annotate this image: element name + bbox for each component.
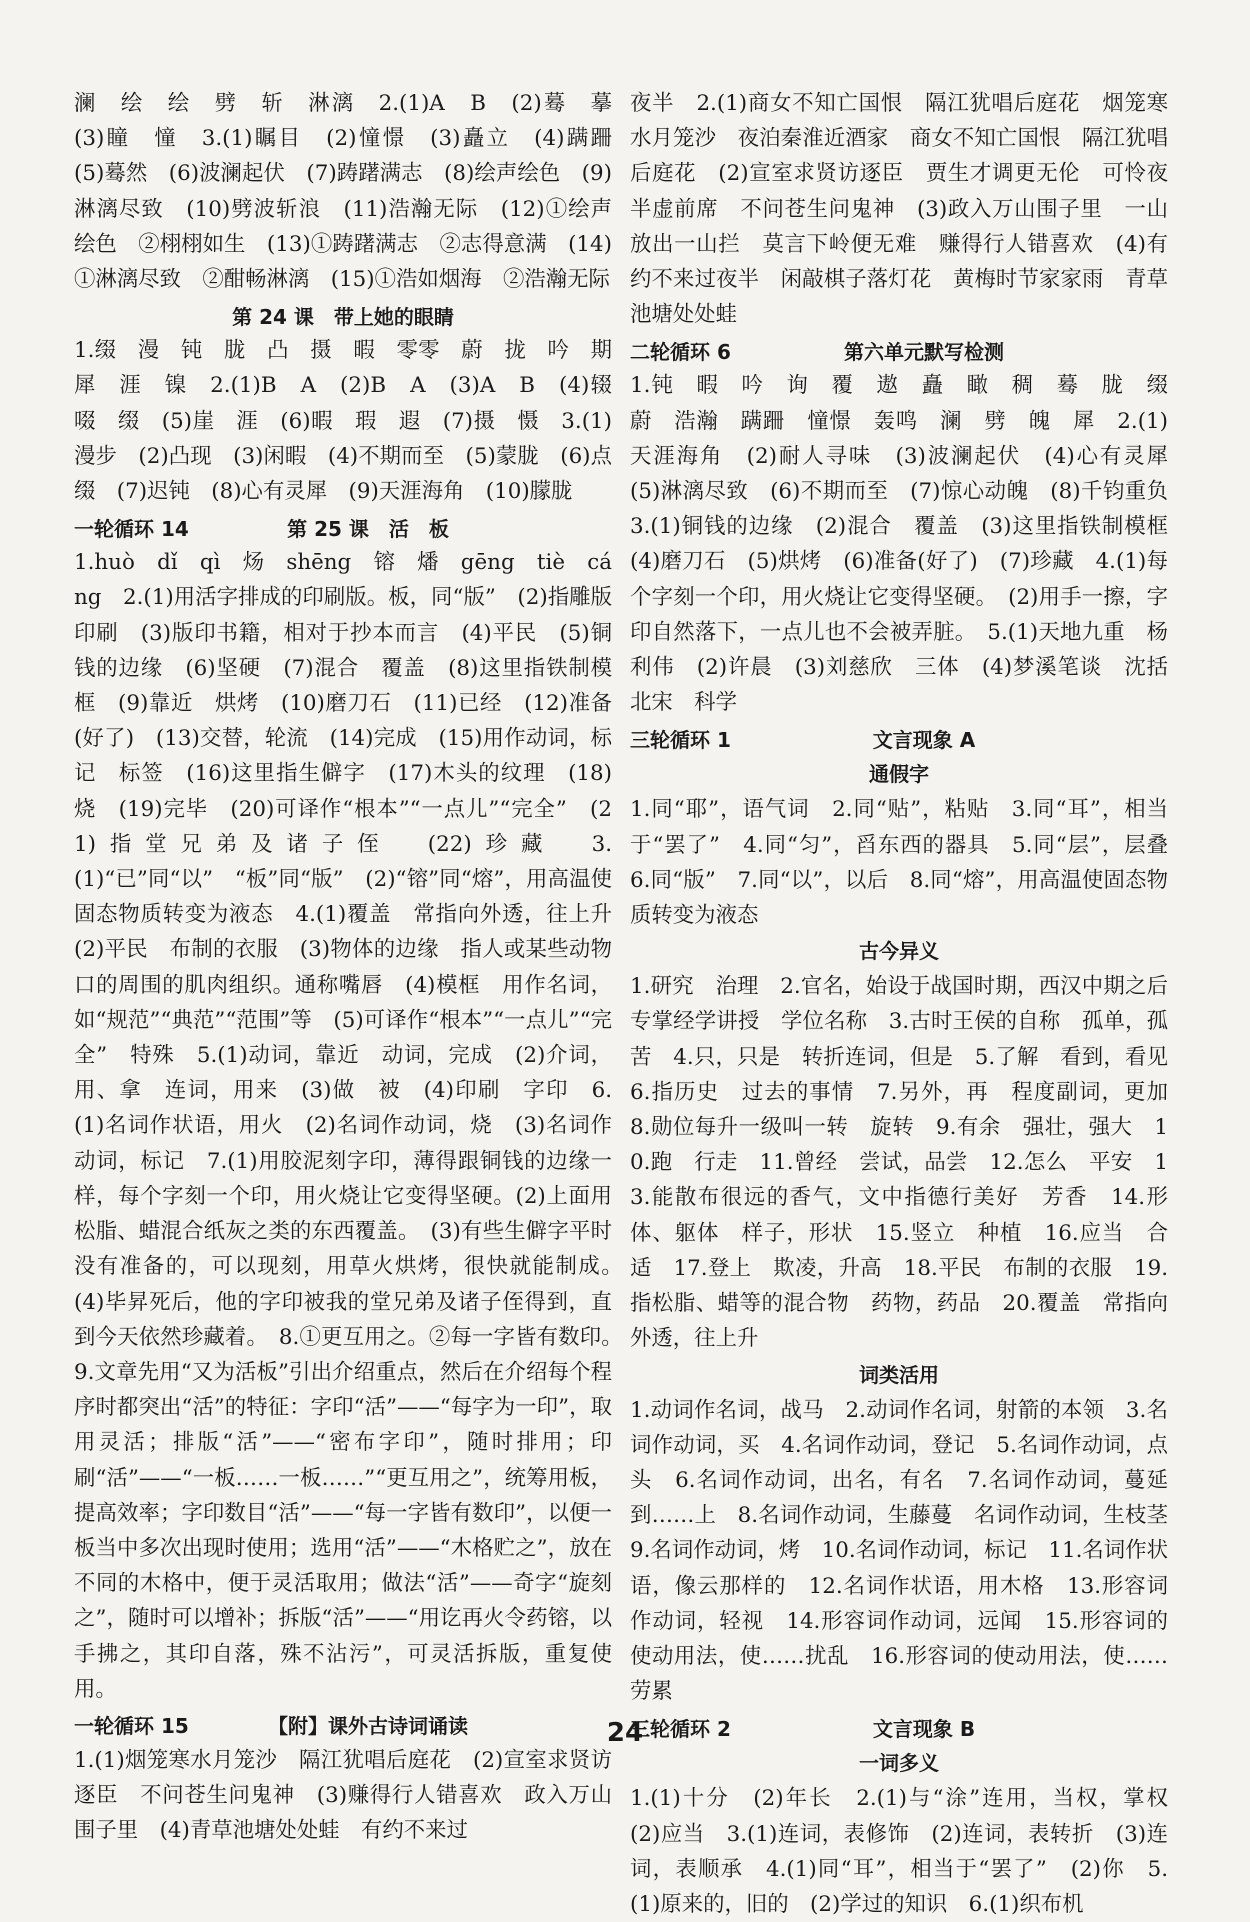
section-header-classical-a xyxy=(630,720,1168,756)
unit6-cycle-label: 二轮循环 6 xyxy=(630,339,731,364)
subheading-cilei-huoyong: 词类活用 xyxy=(859,1362,939,1387)
extra-poems-title: 【附】课外古诗词诵读 xyxy=(268,1714,468,1739)
classical-a-cycle-label: 三轮循环 1 xyxy=(630,727,731,752)
answers-extra-poems: 1.(1)烟笼寒水月笼沙 隔江犹唱后庭花 (2)宣室求贤访逐臣 不问苍生问鬼神 (3)赚得行人错喜欢 政入万山围子里 (4)青草池塘处处蛙 有约不来过 xyxy=(74,1747,612,1844)
classical-b-title: 文言现象 B xyxy=(872,1716,976,1741)
extra-poems-cycle-label: 一轮循环 15 xyxy=(74,1714,189,1739)
page-number: 24 xyxy=(606,1718,644,1748)
section-header-lesson25 xyxy=(74,509,612,545)
answers-gujin-yiyi: 1.研究 治理 2.官名，始设于战国时期，西汉中期之后专掌经学讲授 学位名称 3.古时王侯的自称 孤单，孤苦 4.只，只是 转折连词，但是 5.了解 看到，看见 6.指历史 过去的事情 7.另外，再 程度副词，更加 8.勋位每升一级叫一转 旋转 9.有余 强壮，强大 10.跑 行走 11.曾经 尝试，品尝 12.怎么 平安 13.能散布很远的香气，文中指德行美好 芳香 14.形体、躯体 样子，形状 15.竖立 种植 16.应当 合适 17.登上 欺凌，升高 18.平民 布制的衣服 19.指松脂、蜡等的混合物 药物，药品 20.覆盖 常指向外透，往上升 xyxy=(630,974,1190,1352)
right-column xyxy=(630,86,1190,1917)
answers-tongjiazi: 1.同“耶”，语气词 2.同“贴”，粘贴 3.同“耳”，相当于“罢了” 4.同“匀”，舀东西的器具 5.同“层”，层叠 6.同“版” 7.同“以”，以后 8.同“熔”，用高温使固态物质转变为液态 xyxy=(630,797,1190,929)
subheading-yici-duoyi: 一词多义 xyxy=(859,1751,939,1776)
answers-lesson25: 1.huò dǐ qì 炀 shēng 镕 燔 gēng tiè cáng 2.(1)用活字排成的印刷版。板，同“版” (2)指雕版印刷 (3)版印书籍，相对于抄本而言 (4)平民 (5)铜钱的边缘 (6)坚硬 (7)混合 覆盖 (8)这里指铁制模框 (9)靠近 烘烤 (10)磨刀石 (11)已经 (12)准备(好了) (13)交替，轮流 (14)完成 (15)用作动词，标记 标签 (16)这里指生僻字 (17)木头的纹理 (18)烧 (19)完毕 (20)可译作“根本”“一点儿”“完全” (21)指堂兄弟及诸子侄 (22)珍藏 3.(1)“已”同“以” “板”同“版” (2)“镕”同“熔”，用高温使固态物质转变为液态 4.(1)覆盖 常指向外透，往上升 (2)平民 布制的衣服 (3)物体的边缘 指人或某些动物口的周围的肌肉组织。通称嘴唇 (4)模框 用作名词，如“规范”“典范”“范围”等 (5)可译作“根本”“一点儿”“完全” 特殊 5.(1)动词，靠近 动词，完成 (2)介词，用、拿 连词，用来 (3)做 被 (4)印刷 字印 6.(1)名词作状语，用火 (2)名词作动词，烧 (3)名词作动词，标记 7.(1)用胶泥刻字印，薄得跟铜钱的边缘一样，每个字刻一个印，用火烧让它变得坚硬。(2)上面用松脂、蜡混合纸灰之类的东西覆盖。 (3)有些生僻字平时没有准备的，可以现刻，用草火烘烤，很快就能制成。 (4)毕昇死后，他的字印被我的堂兄弟及诸子侄得到，直到今天依然珍藏着。 8.①更互用之。②每一字皆有数印。 9.文章先用“又为活板”引出介绍重点，然后在介绍每个程序时都突出“活”的特征：字印“活”——“每字为一印”，取用灵活；排版“活”——“密布字印”，随时排用；印刷“活”——“一板……一板……”“更互用之”，统筹用板，提高效率；字印数目“活”——“每一字皆有数印”，以便一板当中多次出现时使用；选用“活”——“木格贮之”，放在不同的木格中，便于灵活取用；做法“活”——奇字“旋刻之”，随时可以增补；拆版“活”——“用讫再火令药镕，以手拂之，其印自落，殊不沾污”，可灵活拆版，重复使用。 xyxy=(74,550,634,1702)
classical-a-title: 文言现象 A xyxy=(872,727,976,752)
answers-cilei-huoyong: 1.动词作名词，战马 2.动词作名词，射箭的本领 3.名词作动词，买 4.名词作动词，登记 5.名词作动词，点头 6.名词作动词，出名，有名 7.名词作动词，蔓延到……上 8.名词作动词，生藤蔓 名词作动词，生枝茎 9.名词作动词，烤 10.名词作动词，标记 11.名词作状语，像云那样的 12.名词作状语，用木格 13.形容词作动词，轻视 14.形容词作动词，远闻 15.形容词的使动用法，使……扰乱 16.形容词的使动用法，使……劳累 xyxy=(630,1397,1190,1705)
subheading-tongjiazi: 通假字 xyxy=(869,762,929,787)
subheading-gujin-yiyi: 古今异义 xyxy=(859,939,939,964)
answers-yici-duoyi: 1.(1)十分 (2)年长 2.(1)与“涂”连用，当权，掌权 (2)应当 3.(1)连词，表修饰 (2)连词，表转折 (3)连词，表顺承 4.(1)同“耳”，相当于“罢了” (2)你 5.(1)原来的，旧的 (2)学过的知识 6.(1)织布机 xyxy=(630,1786,1190,1917)
lesson24-title: 第 24 课 带上她的眼睛 xyxy=(232,304,454,329)
answer-page xyxy=(74,86,1190,1917)
classical-b-cycle-label: 三轮循环 2 xyxy=(630,1716,731,1741)
lesson25-cycle-label: 一轮循环 14 xyxy=(74,516,189,541)
answers-lesson23-continued: 澜 绘 绘 劈 斩 淋漓 2.(1)A B (2)蓦 摹 (3)瞳 憧 3.(1)瞩目 (2)憧憬 (3)矗立 (4)蹒跚 (5)蓦然 (6)波澜起伏 (7)踌躇满志 (8)绘声绘色 (9)淋漓尽致 (10)劈波斩浪 (11)浩瀚无际 (12)①绘声绘色 ②栩栩如生 (13)①踌躇满志 ②志得意满 (14)①淋漓尽致 ②酣畅淋漓 (15)①浩如烟海 ②浩瀚无际 xyxy=(74,91,634,293)
answers-extra-poems-continued: 夜半 2.(1)商女不知亡国恨 隔江犹唱后庭花 烟笼寒水月笼沙 夜泊秦淮近酒家 商女不知亡国恨 隔江犹唱后庭花 (2)宣室求贤访逐臣 贾生才调更无伦 可怜夜半虚前席 不问苍生问鬼神 (3)政入万山围子里 一山放出一山拦 莫言下岭便无难 赚得行人错喜欢 (4)有约不来过夜半 闲敲棋子落灯花 黄梅时节家家雨 青草池塘处处蛙 xyxy=(630,91,1168,328)
left-column xyxy=(74,86,634,1844)
unit6-title: 第六单元默写检测 xyxy=(844,339,1004,364)
answers-lesson24: 1.缀 漫 钝 胧 凸 摄 暇 零零 蔚 拢 吟 期 犀 涯 镍 2.(1)B A (2)B A (3)A B (4)辍 啜 缀 (5)崖 涯 (6)暇 瑕 遐 (7)摄 慑 3.(1)漫步 (2)凸现 (3)闲暇 (4)不期而至 (5)蒙胧 (6)点缀 (7)迟钝 (8)心有灵犀 (9)天涯海角 (10)朦胧 xyxy=(74,338,634,505)
section-header-lesson24 xyxy=(74,297,612,333)
lesson25-title: 第 25 课 活 板 xyxy=(287,516,449,541)
section-header-unit6 xyxy=(630,332,1168,368)
answers-unit6: 1.钝 暇 吟 询 覆 遨 矗 瞰 稠 蓦 胧 缀 蔚 浩瀚 蹒跚 憧憬 轰鸣 澜 劈 魄 犀 2.(1)天涯海角 (2)耐人寻味 (3)波澜起伏 (4)心有灵犀 (5)淋漓尽致 (6)不期而至 (7)惊心动魄 (8)千钧重负 3.(1)铜钱的边缘 (2)混合 覆盖 (3)这里指铁制模框 (4)磨刀石 (5)烘烤 (6)准备(好了) (7)珍藏 4.(1)每个字刻一个印，用火烧让它变得坚硬。 (2)用手一擦，字印自然落下，一点儿也不会被弄脏。 5.(1)天地九重 杨利伟 (2)许晨 (3)刘慈欣 三体 (4)梦溪笔谈 沈括 北宋 科学 xyxy=(630,373,1190,716)
